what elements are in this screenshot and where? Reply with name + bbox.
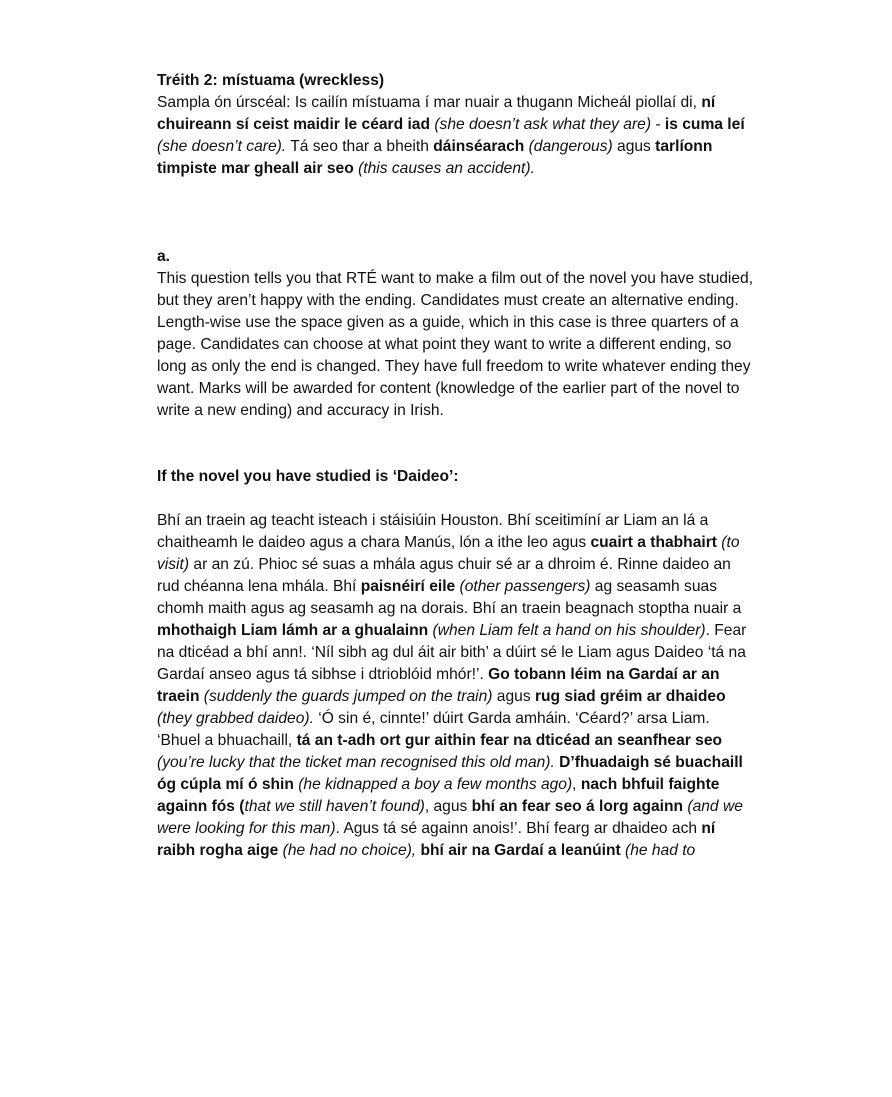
bold-text: D’fhuadaigh sé buachaill óg cúpla mí ó shin — [157, 754, 743, 793]
section-a-instructions: This question tells you that RTÉ want to make a film out of the novel you have studied, but they aren’t happy with the ending. Candidates must create an alternative ending. Length-wise use the space given as a guide, which in this case is three quarters of a page. Candidates can choose at what point they want to write a different ending, so long as only the end is changed. They have full freedom to write whatever ending they want. Marks will be awarded for content (knowledge of the earlier part of the novel to write a new ending) and accuracy in Irish. — [157, 270, 754, 419]
bold-text: bhí air na Gardaí a leanúint — [420, 842, 621, 859]
italic-translation: (she doesn’t ask what they are) — [430, 116, 652, 133]
section-a-label: a. — [157, 248, 171, 265]
trait-heading: Tréith 2: místuama (wreckless) — [157, 72, 385, 89]
text-run: agus — [612, 138, 656, 155]
italic-translation: (he kidnapped a boy a few months ago) — [293, 776, 573, 793]
italic-translation: (he had to — [620, 842, 696, 859]
bold-text: nach bhfuil faighte againn fós ( — [157, 776, 720, 815]
text-run: , agus — [424, 798, 472, 815]
bold-text: rug siad gréim ar dhaideo — [534, 688, 726, 705]
section-a — [157, 246, 757, 422]
italic-translation: (suddenly the guards jumped on the train) — [199, 688, 493, 705]
text-run: , — [572, 776, 581, 793]
bold-text: mhothaigh Liam lámh ar a ghualainn — [157, 622, 429, 639]
italic-translation: (other passengers) — [455, 578, 591, 595]
italic-translation: (he had no choice), — [278, 842, 417, 859]
novel-section — [157, 466, 757, 488]
text-run: Tá seo thar a bheith — [286, 138, 434, 155]
story-paragraph — [157, 510, 757, 862]
bold-text: tarlíonn timpiste mar gheall air seo — [157, 138, 713, 177]
trait-section — [157, 70, 757, 180]
italic-translation: (to visit) — [157, 534, 740, 573]
story-section — [157, 510, 757, 862]
bold-text: Go tobann léim na Gardaí ar an traein — [157, 666, 720, 705]
novel-heading: If the novel you have studied is ‘Daideo’: — [157, 468, 459, 485]
italic-translation: (when Liam felt a hand on his shoulder) — [428, 622, 706, 639]
italic-translation: (dangerous) — [524, 138, 613, 155]
trait-sentence — [157, 92, 757, 180]
bold-text: dáinséarach — [433, 138, 525, 155]
bold-text: tá an t-adh ort gur aithin fear na dticéad an seanfhear seo — [296, 732, 723, 749]
bold-text: paisnéirí eile — [360, 578, 456, 595]
bold-text: cuairt a thabhairt — [590, 534, 717, 551]
italic-translation: (this causes an accident). — [353, 160, 535, 177]
text-run: - — [651, 116, 665, 133]
text-run: Sampla ón úrscéal: Is cailín místuama í mar nuair a thugann Micheál piollaí di, — [157, 94, 702, 111]
text-run: agus — [492, 688, 535, 705]
bold-text: ní raibh rogha aige — [157, 820, 716, 859]
text-run: ar an zú. Phioc sé suas a mhála agus chuir sé ar a dhroim é. Rinne daideo an rud chéanna lena mhála. Bhí — [157, 556, 731, 595]
italic-translation: (you’re lucky that the ticket man recognised this old man). — [157, 754, 555, 771]
text-run: Bhí an traein ag teacht isteach i stáisiúin Houston. Bhí sceitimíní ar Liam an lá a chaitheamh le daideo agus a chara Manús, lón a ithe leo agus — [157, 512, 709, 551]
text-run: . Agus tá sé againn anois!’. Bhí fearg ar dhaideo ach — [335, 820, 702, 837]
bold-text: ní chuireann sí ceist maidir le céard iad — [157, 94, 716, 133]
italic-translation: (and we were looking for this man) — [157, 798, 743, 837]
italic-translation: (they grabbed daideo). — [157, 710, 314, 727]
italic-translation: that we still haven’t found) — [244, 798, 425, 815]
text-run: ag seasamh suas chomh maith agus ag seasamh ag na dorais. Bhí an traein beagnach stoptha nuair a — [157, 578, 742, 617]
italic-translation: (she doesn’t care). — [157, 138, 287, 155]
text-run: ‘Ó sin é, cinnte!’ dúirt Garda amháin. ‘Céard?’ arsa Liam. ‘Bhuel a bhuachaill, — [157, 710, 710, 749]
text-run: . Fear na dticéad a bhí ann!. ‘Níl sibh ag dul áit air bith’ a dúirt sé le Liam agus Daideo ‘tá na Gardaí anseo agus tá sibhse i dtrioblóid mhór!’. — [157, 622, 747, 683]
bold-text: bhí an fear seo á lorg againn — [471, 798, 684, 815]
bold-text: is cuma leí — [664, 116, 745, 133]
